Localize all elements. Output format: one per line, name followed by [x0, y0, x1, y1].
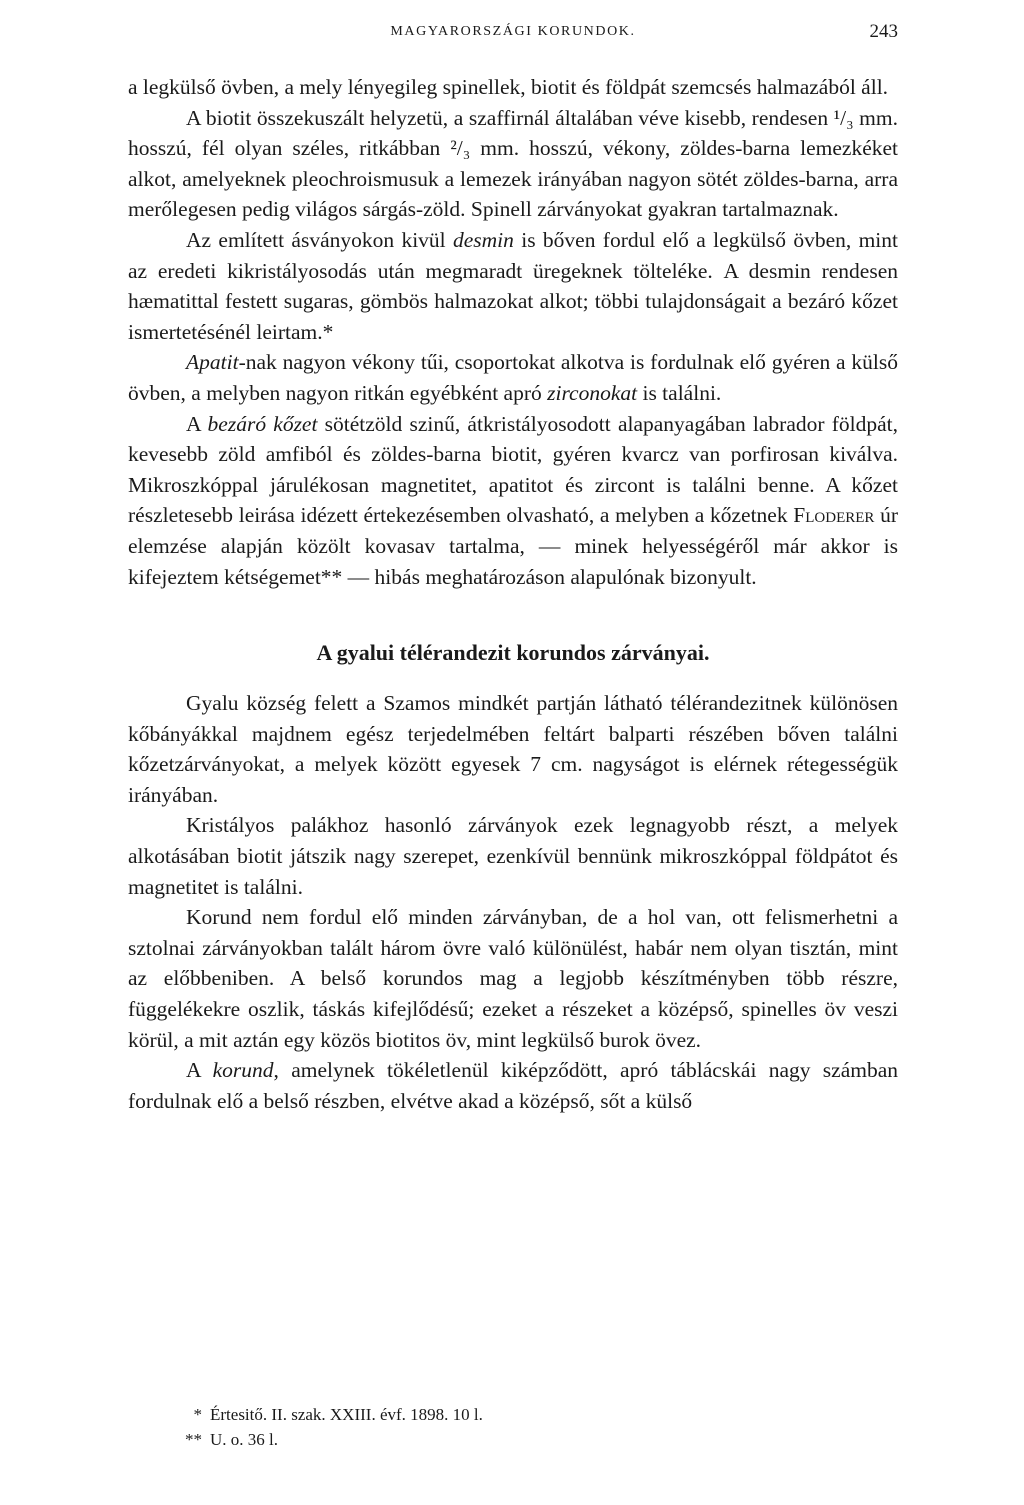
paragraph-text: a legkülső övben, a mely lényegileg spinellek, biotit és földpát szemcsés halmazából áll.: [128, 75, 889, 99]
document-page: [128, 0, 898, 1505]
paragraph-text: A: [186, 411, 208, 436]
footnote-mark: *: [193, 1405, 202, 1424]
italic-term: Apatit: [186, 350, 239, 375]
paragraph-text: Korund nem fordul elő minden zárványban, de a hol van, ott felismerhetni a sztolnai zárványokban talált három övre való különülést, habár nem olyan tisztán, mint az előbbeniben. A belső korundos mag a legjobb készítményben több részre, függelékekre oszlik, táskás kifejlődésű; ezeket a részeket a középső, spinelles öv veszi körül, a mit aztán egy közös biotitos öv, mint legkülső burok övez.: [128, 905, 898, 1052]
paragraph-kristalyos: [128, 810, 898, 902]
paragraph-bezaro-kozet: [128, 409, 898, 593]
paragraph-text: is találni.: [637, 380, 722, 405]
paragraph-text: mm. hosszú, fél olyan széles, ritkábban: [128, 105, 898, 161]
running-title: MAGYARORSZÁGI KORUNDOK.: [390, 24, 636, 39]
section-heading: A gyalui télérandezit korundos zárványai.: [316, 640, 710, 666]
paragraph-apatit: [128, 347, 898, 408]
paragraph-text: Az említett ásványokon kivül: [186, 227, 453, 252]
running-head: [128, 20, 898, 44]
page-number: 243: [869, 21, 898, 42]
paragraph-text: A biotit összekuszált helyzetü, a szaffirnál általában véve kisebb, rendesen: [186, 105, 834, 130]
paragraph-text: Kristályos palákhoz hasonló zárványok ezek legnagyobb részt, a melyek alkotásában biotit játszik nagy szerepet, ezenkívül bennünk mikroszkóppal földpátot és magnetitet is találni.: [128, 813, 898, 899]
paragraph-text: mm. hosszú, vékony, zöldes-barna lemezkéket alkot, amelyeknek pleochroismusuk a lemezek irányában nagyon sötét zöldes-barna, arra merőlegesen pedig világos sárgás-zöld. Spinell zárványokat gyakran tartalmaznak.: [128, 136, 898, 222]
italic-term: korund: [212, 1058, 274, 1083]
paragraph-text: A: [186, 1058, 213, 1083]
paragraph-text: -nak nagyon vékony tűi, csoportokat alkotva is fordulnak elő gyéren a külső övben, a melyben nagyon ritkán egyébként apró: [128, 350, 898, 405]
footnote: [176, 1427, 876, 1452]
fraction: ²/₃: [450, 136, 471, 161]
italic-term: desmin: [452, 227, 514, 252]
main-text: [128, 72, 898, 1116]
paragraph-text: úr elemzése alapján közölt kovasav tartalma, — minek helyességéről már akkor is kifejeztem kétségemet** — hibás meghatározáson alapulónak bizonyult.: [128, 503, 898, 589]
paragraph-continued: [128, 72, 898, 103]
paragraph-text: sötétzöld szinű, átkristályosodott alapanyagában labrador földpát, kevesebb zöld amfiból és zöldes-barna biotit, gyéren kvarcz van porfirosan kiválva. Mikroszkóppal járulékosan magnetitet, apatitot és zircont is találni benne. A kőzet részletesebb leirása idézett értekezésemben olvasható, a melyben a kőzetnek: [128, 411, 898, 528]
footnotes: [176, 1402, 876, 1452]
paragraph-gyalu: [128, 688, 898, 810]
paragraph-desmin: [128, 225, 898, 347]
paragraph-korund-zarvany: [128, 902, 898, 1055]
footnote: [176, 1402, 876, 1427]
paragraph-korund: [128, 1055, 898, 1116]
italic-term: bezáró kőzet: [207, 411, 318, 436]
paragraph-text: is bőven fordul elő a legkülső övben, mint az eredeti kikristályosodás után megmaradt üregeknek töltelékе. A desmin rendesen hæmatittal festett sugaras, gömbös halmazokat alkot; többi tulajdonságait a bezáró kőzet ismertetésénél leirtam.*: [128, 227, 898, 344]
italic-term: zirconokat: [547, 380, 638, 405]
paragraph-text: , amelynek tökéletlenül kiképződött, apró táblácskái nagy számban fordulnak elő a belső részben, elvétve akad a középső, sőt a külső: [128, 1058, 898, 1113]
footnote-text: Értesitő. II. szak. XXIII. évf. 1898. 10 l.: [210, 1405, 483, 1424]
footnote-mark: **: [185, 1430, 202, 1449]
fraction: ¹/₃: [833, 105, 854, 130]
author-name: Floderer: [793, 503, 875, 528]
paragraph-biotit: [128, 103, 898, 225]
paragraph-text: Gyalu község felett a Szamos mindkét partján látható télérandezitnek különösen kőbányákkal majdnem egész terjedelmében feltárt balparti részében bőven találni kőzetzárványokat, a melyek között egyesek 7 cm. nagyságot is elérnek rétegességük irányában.: [128, 691, 898, 807]
footnote-text: U. o. 36 l.: [210, 1430, 278, 1449]
